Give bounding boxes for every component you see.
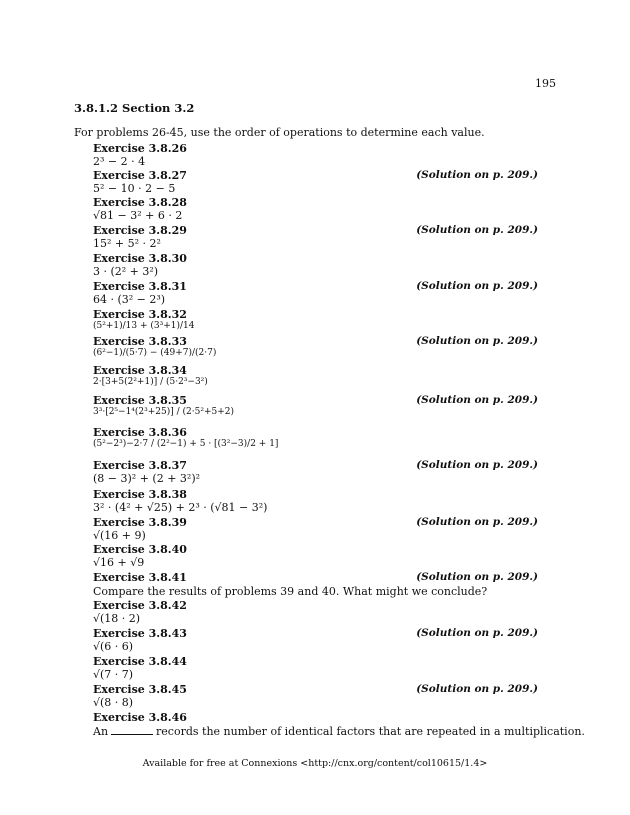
solution-link[interactable]: (Solution on p. 209.) [416, 280, 538, 292]
exercise-29 [93, 224, 538, 251]
exercise-title: Exercise 3.8.39 [93, 516, 187, 529]
exercise-expression: 3³·[2⁵−1⁴(2³+25)] / (2·5²+5+2) [93, 407, 235, 417]
exercise-title: Exercise 3.8.36 [93, 426, 187, 439]
exercise-expression: (8 − 3)² + (2 + 3²)² [93, 472, 201, 485]
exercise-expression: √81 − 3² + 6 · 2 [93, 209, 183, 222]
exercise-36 [93, 426, 538, 450]
exercise-41 [93, 571, 538, 598]
solution-link[interactable]: (Solution on p. 209.) [416, 459, 538, 471]
exercise-28 [93, 196, 538, 223]
text-after-blank: records the number of identical factors that are repeated in a multiplication. [156, 725, 585, 738]
solution-link[interactable]: (Solution on p. 209.) [416, 169, 538, 181]
exercise-title: Exercise 3.8.38 [93, 488, 187, 501]
exercise-31 [93, 280, 538, 307]
exercise-26 [93, 142, 538, 169]
exercise-27 [93, 169, 538, 196]
fill-in-blank [111, 725, 153, 735]
exercise-42 [93, 599, 538, 626]
exercise-45 [93, 683, 538, 710]
solution-link[interactable]: (Solution on p. 209.) [416, 224, 538, 236]
exercise-title: Exercise 3.8.44 [93, 655, 187, 668]
exercise-title: Exercise 3.8.35 [93, 394, 187, 407]
exercise-expression: √(6 · 6) [93, 640, 134, 653]
exercise-34 [93, 364, 538, 388]
solution-link[interactable]: (Solution on p. 209.) [416, 683, 538, 695]
page-footer: Available for free at Connexions <http://cnx.org/content/col10615/1.4> [142, 758, 488, 769]
exercise-title: Exercise 3.8.31 [93, 280, 187, 293]
exercise-title: Exercise 3.8.30 [93, 252, 187, 265]
exercise-44 [93, 655, 538, 682]
exercise-title: Exercise 3.8.45 [93, 683, 187, 696]
exercise-33 [93, 335, 538, 359]
exercise-37 [93, 459, 538, 486]
exercise-expression: 64 · (3² − 2³) [93, 293, 166, 306]
exercise-39 [93, 516, 538, 543]
exercise-title: Exercise 3.8.42 [93, 599, 187, 612]
exercise-text [93, 725, 585, 738]
exercise-46 [93, 711, 585, 738]
exercise-title: Exercise 3.8.32 [93, 308, 187, 321]
exercise-expression: (6²−1)/(5·7) − (49+7)/(2·7) [93, 348, 217, 358]
exercise-expression: √(7 · 7) [93, 668, 134, 681]
intro-text: For problems 26-45, use the order of operations to determine each value. [74, 126, 485, 139]
exercise-40 [93, 543, 538, 570]
exercise-expression: (5²+1)/13 + (3³+1)/14 [93, 321, 195, 331]
exercise-expression: 5² − 10 · 2 − 5 [93, 182, 176, 195]
exercise-title: Exercise 3.8.34 [93, 364, 187, 377]
exercise-title: Exercise 3.8.28 [93, 196, 187, 209]
exercise-expression: 3² · (4² + √25) + 2³ · (√81 − 3²) [93, 501, 268, 514]
exercise-title: Exercise 3.8.41 [93, 571, 187, 584]
exercise-35 [93, 394, 538, 418]
exercise-title: Exercise 3.8.37 [93, 459, 187, 472]
exercise-expression: √(8 · 8) [93, 696, 134, 709]
solution-link[interactable]: (Solution on p. 209.) [416, 394, 538, 406]
exercise-30 [93, 252, 538, 279]
exercise-expression: √(18 · 2) [93, 612, 141, 625]
text-before-blank: An [93, 725, 109, 738]
exercise-title: Exercise 3.8.29 [93, 224, 187, 237]
page-number: 195 [535, 77, 556, 90]
solution-link[interactable]: (Solution on p. 209.) [416, 571, 538, 583]
exercise-43 [93, 627, 538, 654]
exercise-title: Exercise 3.8.46 [93, 711, 187, 724]
solution-link[interactable]: (Solution on p. 209.) [416, 335, 538, 347]
exercise-title: Exercise 3.8.26 [93, 142, 187, 155]
exercise-title: Exercise 3.8.27 [93, 169, 187, 182]
exercise-32 [93, 308, 538, 332]
exercise-expression: √(16 + 9) [93, 529, 146, 542]
exercise-expression: 2³ − 2 · 4 [93, 155, 146, 168]
exercise-expression: 2·[3+5(2²+1)] / (5·2³−3²) [93, 377, 208, 387]
exercise-title: Exercise 3.8.33 [93, 335, 187, 348]
exercise-title: Exercise 3.8.40 [93, 543, 187, 556]
solution-link[interactable]: (Solution on p. 209.) [416, 516, 538, 528]
exercise-38 [93, 488, 538, 515]
exercise-title: Exercise 3.8.43 [93, 627, 187, 640]
exercise-expression: 3 · (2² + 3²) [93, 265, 159, 278]
exercise-text: Compare the results of problems 39 and 40. What might we conclude? [93, 585, 488, 598]
section-title: 3.8.1.2 Section 3.2 [74, 101, 195, 115]
exercise-expression: √16 + √9 [93, 556, 145, 569]
exercise-expression: (5²−2³)−2·7 / (2²−1) + 5 · [(3²−3)/2 + 1] [93, 439, 279, 449]
exercise-expression: 15² + 5² · 2² [93, 237, 161, 250]
solution-link[interactable]: (Solution on p. 209.) [416, 627, 538, 639]
